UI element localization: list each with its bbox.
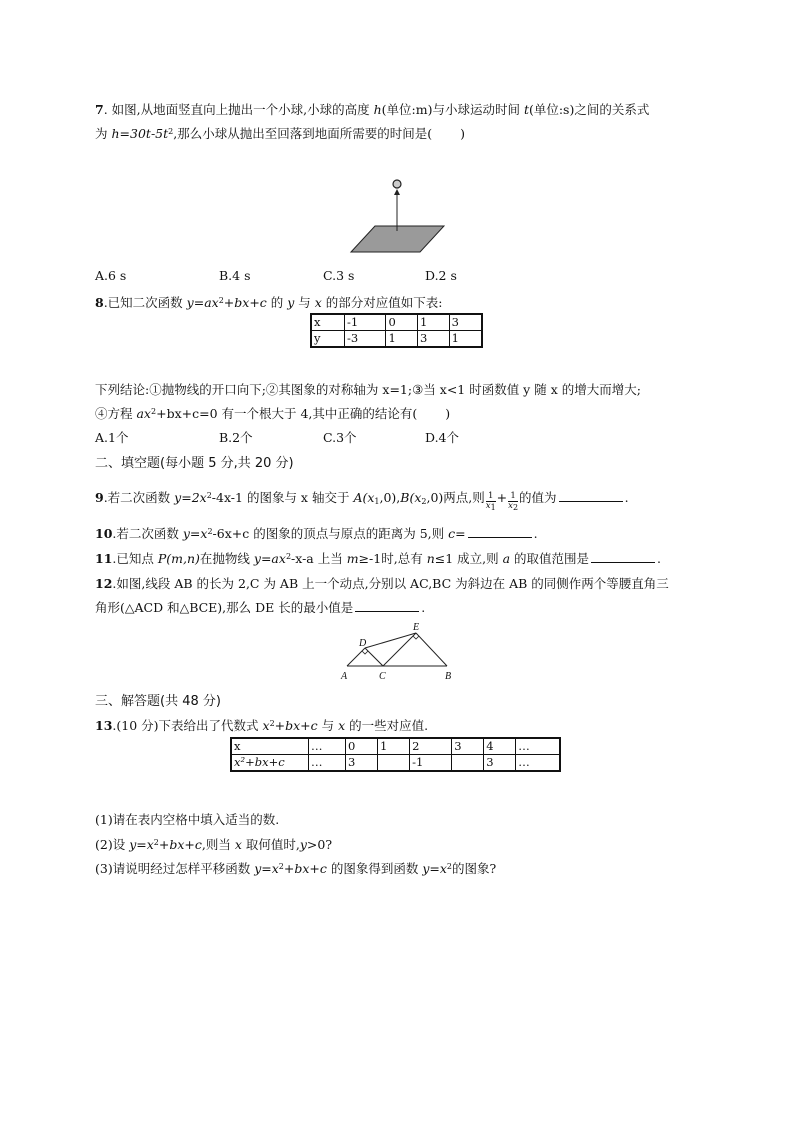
q8-option-b[interactable]: B.2个 — [219, 430, 253, 445]
q13-value-table — [230, 737, 561, 772]
table-cell-blank[interactable] — [452, 755, 484, 772]
q11-answer-blank[interactable] — [591, 551, 655, 563]
table-cell: 1 — [418, 314, 450, 331]
q9-stem: 9.若二次函数 $y=2x^2-4x-1$ 的图象与 x 轴交于 $A(x_1,0),B(x_2,0)$两点,则 $\frac{1}{x_1}$ + $\frac{1}{x_2}$ 的值为 . — [95, 490, 629, 512]
table-cell: … — [516, 738, 560, 755]
table-cell: 3 — [484, 755, 516, 772]
q7-line1: 7. 如图,从地面竖直向上抛出一个小球,小球的高度 h(单位:m)与小球运动时间 t(单位:s)之间的关系式 — [95, 102, 650, 117]
table-cell: 1 — [449, 331, 482, 348]
label-b: B — [445, 671, 452, 682]
table-cell: 0 — [346, 738, 378, 755]
table-row — [231, 755, 560, 772]
q12-number: 12 — [95, 576, 113, 591]
ball — [393, 180, 401, 188]
table-cell: x²+bx+c — [231, 755, 309, 772]
q7-option-a[interactable]: A.6 s — [95, 268, 127, 283]
q8-number: 8 — [95, 295, 104, 310]
q13-part-2: (2)设 $y=x^2+bx+c$,则当 x 取何值时,y>0? — [95, 837, 333, 852]
section-heading-fill-in: 二、填空题(每小题 5 分,共 20 分) — [95, 456, 294, 471]
q10-stem: 10.若二次函数 $y=x^2-6x+c$ 的图象的顶点与原点的距离为 5,则 c= . — [95, 526, 538, 541]
q7-figure — [345, 175, 445, 255]
table-cell: y — [311, 331, 345, 348]
table-row — [311, 314, 482, 331]
table-cell: 3 — [346, 755, 378, 772]
q9-number: 9 — [95, 490, 104, 505]
q12-figure — [335, 620, 460, 682]
label-d: D — [359, 638, 367, 649]
table-cell: 2 — [410, 738, 452, 755]
q10-answer-blank[interactable] — [468, 526, 532, 538]
table-cell: -3 — [345, 331, 386, 348]
q13-part-1: (1)请在表内空格中填入适当的数. — [95, 812, 280, 827]
table-cell: -1 — [410, 755, 452, 772]
table-row — [231, 738, 560, 755]
q7-option-c[interactable]: C.3 s — [323, 268, 355, 283]
table-cell-blank[interactable] — [378, 755, 410, 772]
q7-formula: h=30t-5t — [111, 126, 169, 141]
table-cell: 1 — [386, 331, 418, 348]
table-cell: 3 — [418, 331, 450, 348]
table-cell: … — [309, 755, 346, 772]
q7-option-b[interactable]: B.4 s — [219, 268, 251, 283]
q8-option-d[interactable]: D.4个 — [425, 430, 460, 445]
table-cell: … — [516, 755, 560, 772]
arrow-head — [394, 189, 400, 195]
q12-line1: 12.如图,线段 AB 的长为 2,C 为 AB 上一个动点,分别以 AC,BC 为斜边在 AB 的同侧作两个等腰直角三 — [95, 576, 669, 591]
right-angle-e — [413, 636, 419, 639]
table-cell: … — [309, 738, 346, 755]
q10-number: 10 — [95, 526, 113, 541]
q8-stem: 8.已知二次函数 $y=ax^2+bx+c$ 的 y 与 x 的部分对应值如下表: — [95, 295, 443, 310]
table-cell: 0 — [386, 314, 418, 331]
q9-answer-blank[interactable] — [559, 490, 623, 502]
table-cell: 1 — [378, 738, 410, 755]
q12-line2: 角形(△ACD 和△BCE),那么 DE 长的最小值是 . — [95, 600, 426, 615]
q7-line2: 为 $h=30t-5t^2$,那么小球从抛出至回落到地面所需要的时间是( ) — [95, 126, 465, 141]
q8-conclusions-2: ④方程 $ax^2+bx+c=0$ 有一个根大于 4,其中正确的结论有( ) — [95, 406, 451, 421]
label-a: A — [341, 671, 348, 682]
q7-option-d[interactable]: D.2 s — [425, 268, 457, 283]
label-c: C — [379, 671, 386, 682]
segment-eb — [416, 633, 447, 666]
q13-part-3: (3)请说明经过怎样平移函数 $y=x^2+bx+c$ 的图象得到函数 $y=x^2$的图象? — [95, 861, 497, 876]
label-e: E — [413, 622, 420, 633]
q11-number: 11 — [95, 551, 113, 566]
q8-conclusions-1: 下列结论:①抛物线的开口向下;②其图象的对称轴为 x=1;③当 x<1 时函数值 y 随 x 的增大而增大; — [95, 382, 641, 397]
q8-value-table — [310, 313, 483, 348]
q13-number: 13 — [95, 718, 113, 733]
table-cell: 4 — [484, 738, 516, 755]
segment-ad — [347, 648, 365, 666]
table-cell: 3 — [452, 738, 484, 755]
q8-option-a[interactable]: A.1个 — [95, 430, 129, 445]
q7-number: 7 — [95, 102, 104, 117]
table-cell: x — [231, 738, 309, 755]
table-cell: x — [311, 314, 345, 331]
table-row — [311, 331, 482, 348]
q11-stem: 11.已知点 P(m,n)在抛物线 $y=ax^2-x-a$ 上当 m≥-1时,总有 n≤1 成立,则 a 的取值范围是 . — [95, 551, 662, 566]
table-cell: -1 — [345, 314, 386, 331]
q13-stem: 13.(10 分)下表给出了代数式 $x^2+bx+c$ 与 x 的一些对应值. — [95, 718, 429, 733]
table-cell: 3 — [449, 314, 482, 331]
section-heading-answer: 三、解答题(共 48 分) — [95, 694, 221, 709]
fraction-1-over-x2: $\frac{1}{x_2}$ — [508, 491, 519, 512]
segment-dc — [365, 648, 383, 666]
q12-answer-blank[interactable] — [355, 600, 419, 612]
q8-option-c[interactable]: C.3个 — [323, 430, 357, 445]
fraction-1-over-x1: $\frac{1}{x_1}$ — [485, 491, 496, 512]
right-angle-d — [362, 651, 368, 654]
